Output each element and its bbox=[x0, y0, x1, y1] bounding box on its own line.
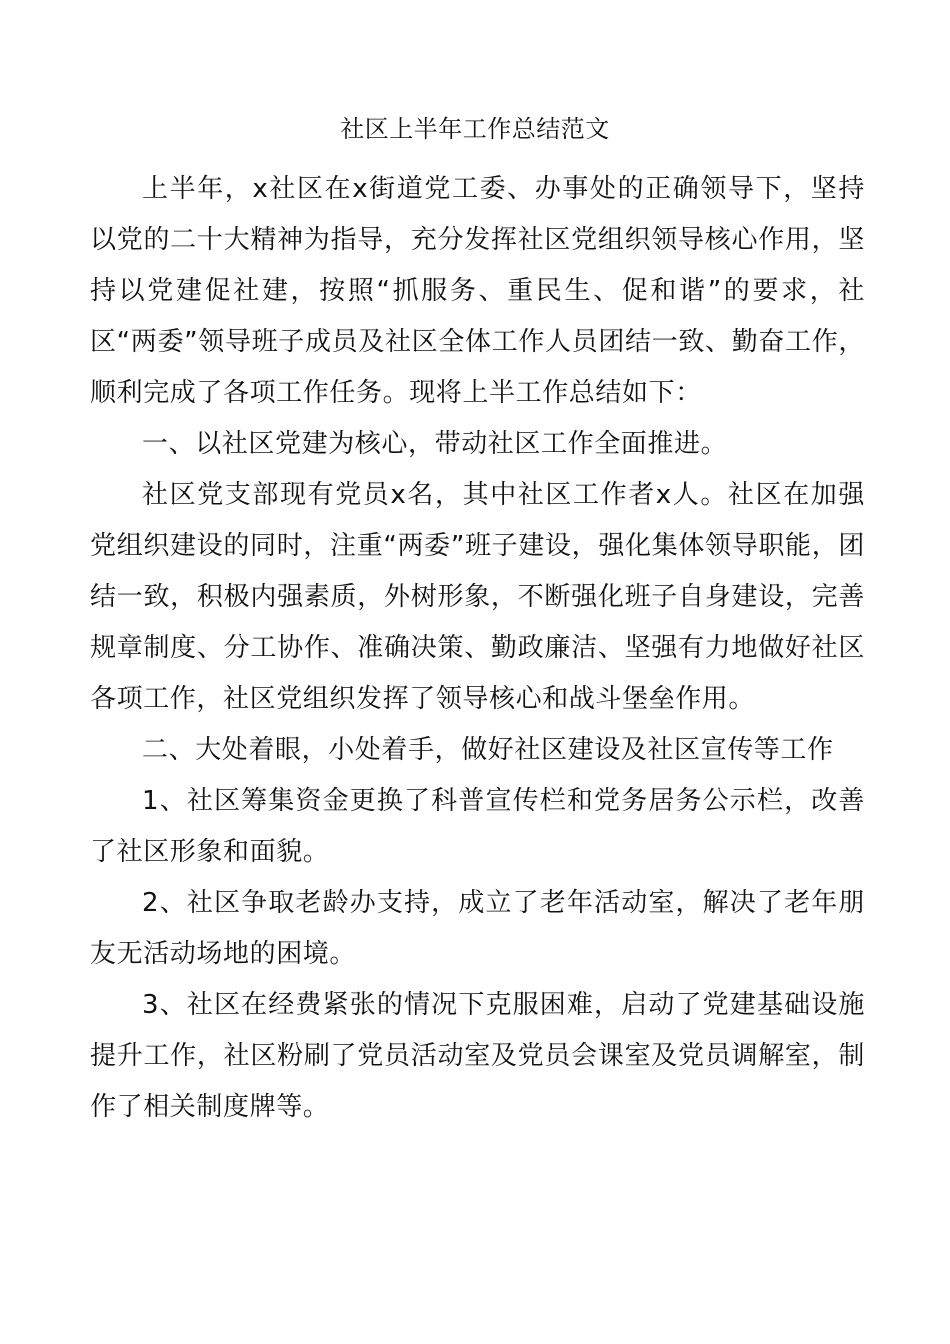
list-item-2: 2、社区争取老龄办支持，成立了老年活动室，解决了老年朋友无活动场地的困境。 bbox=[90, 888, 865, 969]
document-title: 社区上半年工作总结范文 bbox=[340, 115, 610, 143]
document-body bbox=[90, 164, 865, 1133]
section-heading-1: 一、以社区党建为核心，带动社区工作全面推进。 bbox=[142, 429, 728, 459]
section-heading-2: 二、大处着眼，小处着手，做好社区建设及社区宣传等工作 bbox=[142, 735, 834, 765]
list-item-3: 3、社区在经费紧张的情况下克服困难，启动了党建基础设施提升工作，社区粉刷了党员活动室及党员会课室及党员调解室，制作了相关制度牌等。 bbox=[90, 990, 865, 1122]
list-item-1: 1、社区筹集资金更换了科普宣传栏和党务居务公示栏，改善了社区形象和面貌。 bbox=[90, 786, 865, 867]
paragraph-intro: 上半年，x社区在x街道党工委、办事处的正确领导下，坚持以党的二十大精神为指导，充分发挥社区党组织领导核心作用，坚持以党建促社建，按照“抓服务、重民生、促和谐”的要求，社区“两委”领导班子成员及社区全体工作人员团结一致、勤奋工作，顺利完成了各项工作任务。现将上半工作总结如下： bbox=[90, 174, 865, 408]
paragraph-party-branch: 社区党支部现有党员x名，其中社区工作者x人。社区在加强党组织建设的同时，注重“两委”班子建设，强化集体领导职能，团结一致，积极内强素质，外树形象，不断强化班子自身建设，完善规章制度、分工协作、准确决策、勤政廉洁、坚强有力地做好社区各项工作，社区党组织发挥了领导核心和战斗堡垒作用。 bbox=[90, 480, 865, 714]
